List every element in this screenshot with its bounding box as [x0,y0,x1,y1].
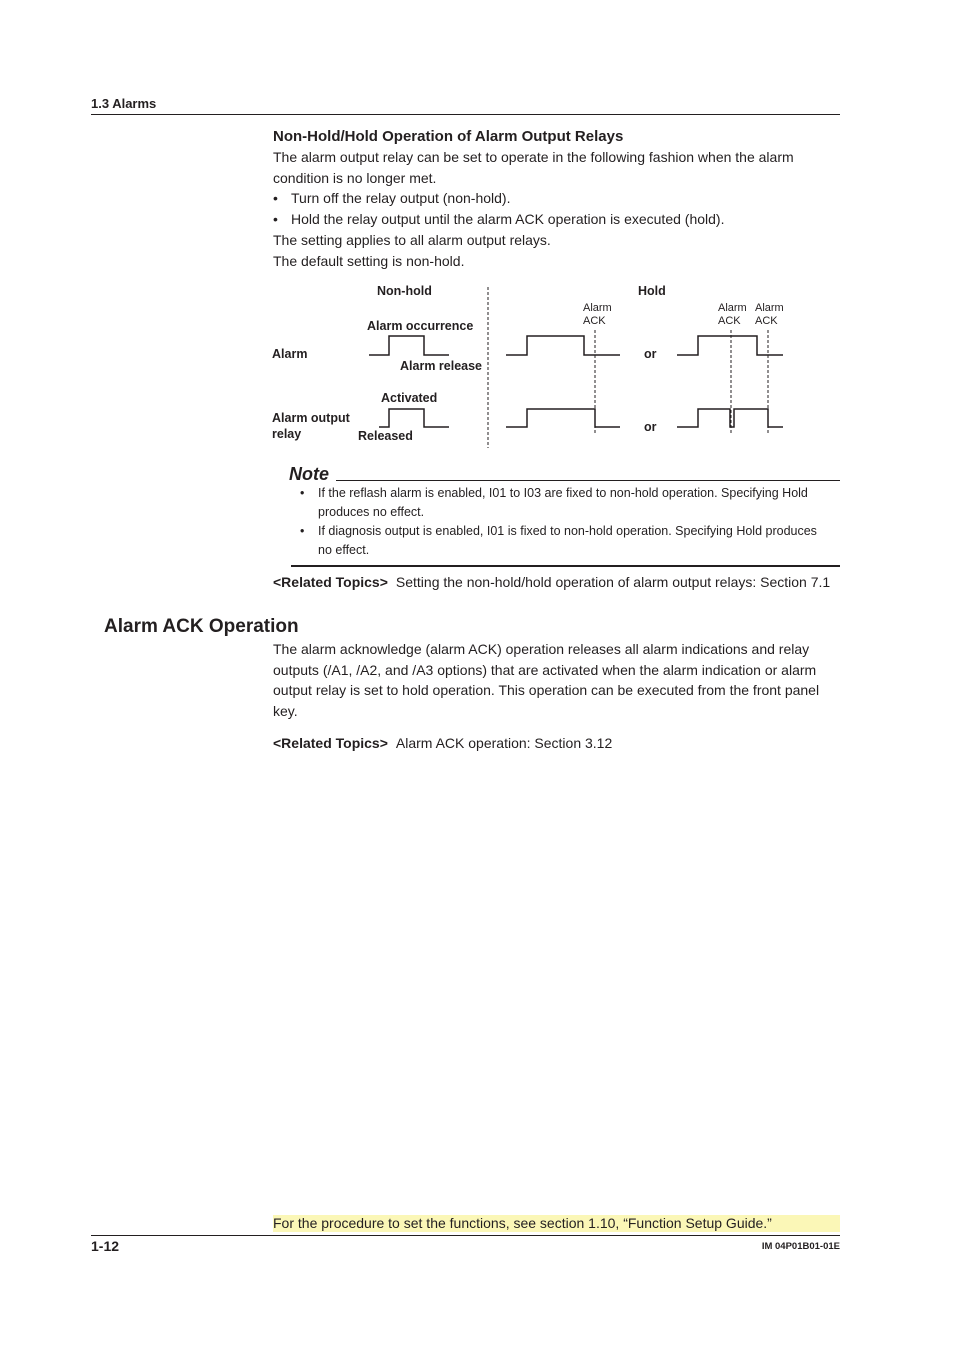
note-rule-top [336,480,840,481]
alarm-label: Alarm [272,347,308,361]
hold-relay-waveform-a [506,409,620,427]
note-rule-bottom [291,565,840,567]
relay-section-heading: Non-Hold/Hold Operation of Alarm Output Relays [273,128,624,145]
ack-a-line1: Alarm [583,302,612,314]
relay-label-line1: Alarm output [272,411,350,425]
footer-rule [91,1235,840,1236]
bullet-nonhold: • Turn off the relay output (non-hold). [273,190,511,206]
header-rule [91,114,840,115]
document-id: IM 04P01B01-01E [761,1241,840,1252]
note-item: • If the reflash alarm is enabled, I01 to I03 are fixed to non-hold operation. Specifying Hold produces no effect. [300,486,808,519]
relay-intro-line1: The alarm output relay can be set to operate in the following fashion when the alarm [273,149,794,165]
ack-b2-line1: Alarm [755,302,784,314]
activated-label: Activated [381,391,438,405]
hold-label: Hold [638,284,666,298]
ack-b1-line1: Alarm [718,302,747,314]
ack-para-line3: output relay is set to hold operation. This operation can be executed from the front panel [273,682,820,698]
ack-b1-line2: ACK [718,315,741,327]
nonhold-alarm-waveform [369,336,449,355]
ack-b2-line2: ACK [755,315,778,327]
ack-para-line2: outputs (/A1, /A2, and /A3 options) that are activated when the alarm indication or alarm [273,662,817,678]
related-topics-relay: <Related Topics> Setting the non-hold/hold operation of alarm output relays: Section 7.1 [273,574,831,590]
relay-intro-line2: condition is no longer met. [273,170,437,186]
hold-relay-waveform-b [677,409,783,427]
relay-applies: The setting applies to all alarm output relays. [273,232,551,248]
or-label-relay: or [644,420,657,434]
ack-section-heading: Alarm ACK Operation [104,616,299,637]
relay-default: The default setting is non-hold. [273,253,465,269]
or-label-alarm: or [644,347,657,361]
bullet-hold: • Hold the relay output until the alarm ACK operation is executed (hold). [273,211,725,227]
function-setup-guide-note: For the procedure to set the functions, see section 1.10, “Function Setup Guide.” [273,1215,840,1232]
note-item: • If diagnosis output is enabled, I01 is fixed to non-hold operation. Specifying Hold produces no effect. [300,524,817,557]
ack-a-line2: ACK [583,315,606,327]
released-label: Released [358,429,413,443]
hold-alarm-waveform-a [506,336,620,355]
ack-para-line1: The alarm acknowledge (alarm ACK) operation releases all alarm indications and relay [273,641,810,657]
nonhold-relay-waveform [379,409,449,427]
hold-alarm-waveform-b [677,336,783,355]
related-topics-ack: <Related Topics> Alarm ACK operation: Section 3.12 [273,735,613,751]
alarm-occurrence-label: Alarm occurrence [367,319,474,333]
ack-para-line4: key. [273,703,298,719]
section-header: 1.3 Alarms [91,96,157,111]
alarm-release-label: Alarm release [400,359,483,373]
relay-label-line2: relay [272,427,302,441]
note-title: Note [289,464,329,484]
page-number: 1-12 [91,1238,120,1254]
relay-timing-diagram [265,280,795,452]
nonhold-label: Non-hold [377,284,432,298]
